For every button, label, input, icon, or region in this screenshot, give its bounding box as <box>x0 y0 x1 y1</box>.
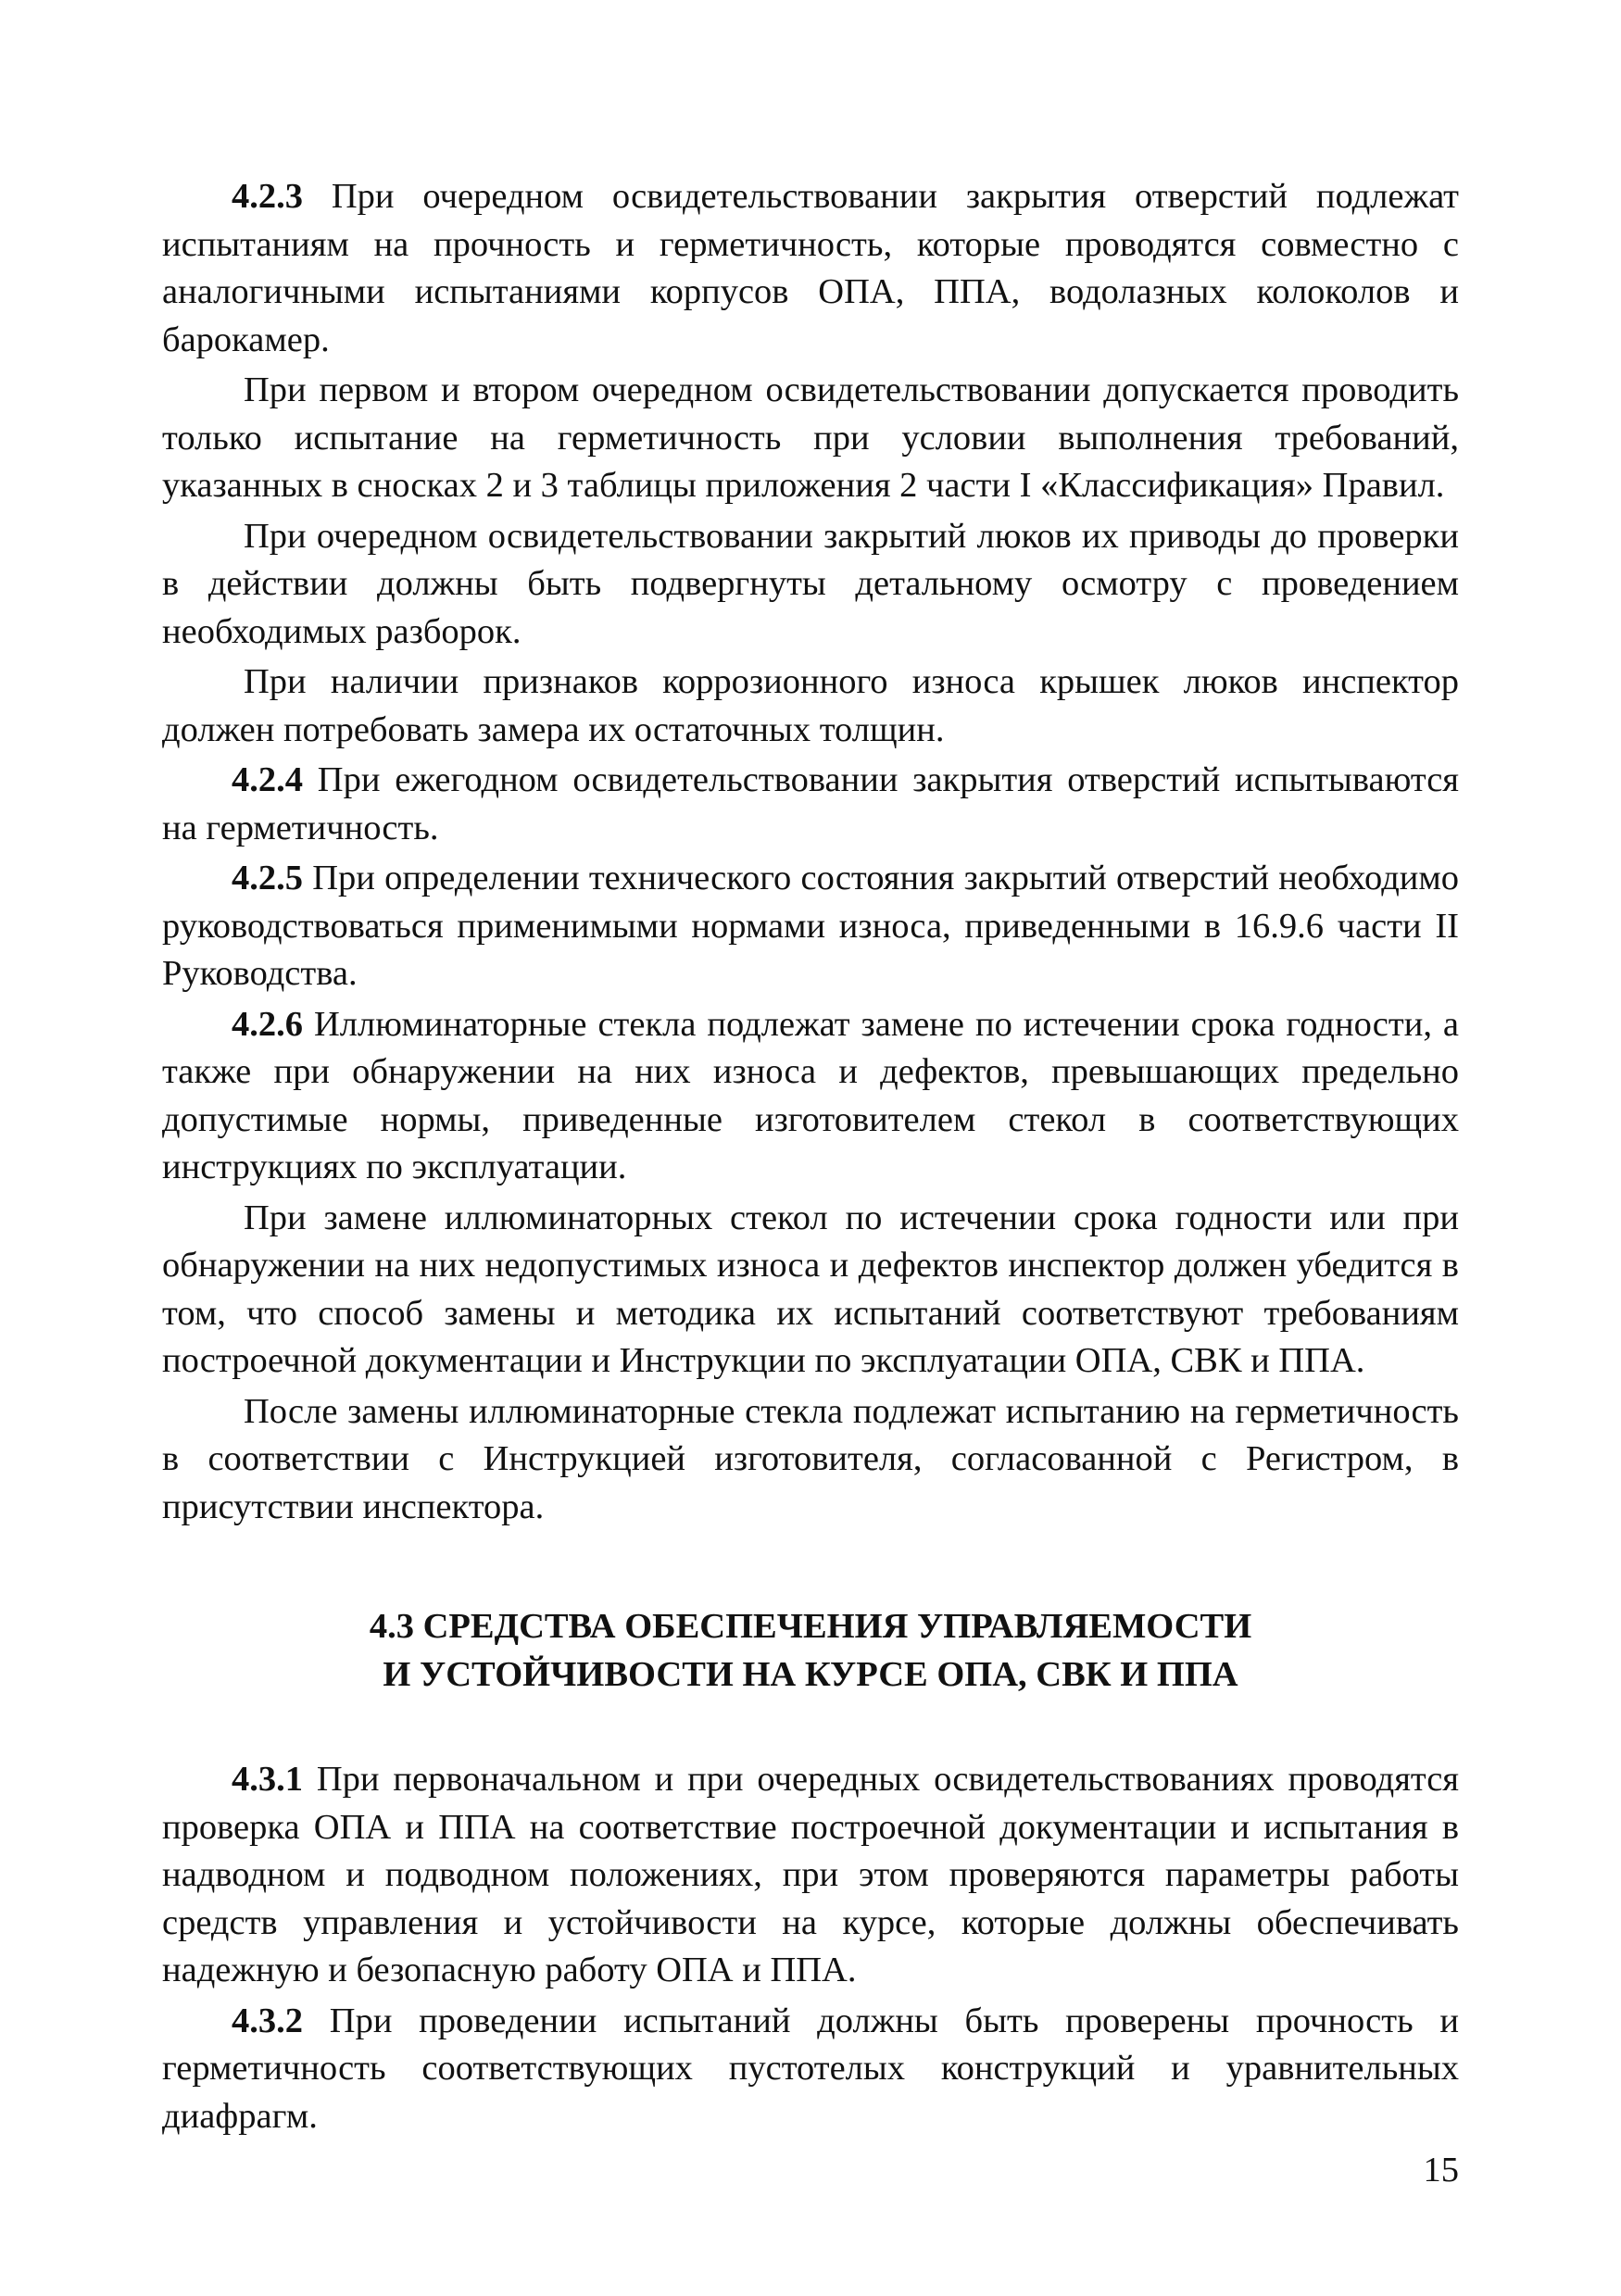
page-number: 15 <box>1423 2151 1459 2189</box>
paragraph-4-2-6-note-2 <box>162 1388 1459 1532</box>
section-heading-4-3 <box>162 1603 1459 1699</box>
clause-number: 4.2.6 <box>232 1004 303 1044</box>
paragraph-text: При первом и втором очередном освидетельствовании допускается проводить только испытание на герметичность при условии выполнения требований, указанных в сносках 2 и 3 таблицы приложения 2 части I «Классификация» Правил. <box>162 370 1459 505</box>
paragraph-text: При наличии признаков коррозионного износа крышек люков инспектор должен потребовать замера их остаточных толщин. <box>162 662 1459 749</box>
clause-number: 4.3.2 <box>232 2001 303 2040</box>
paragraph-text: При очередном освидетельствовании закрытия отверстий подлежат испытаниям на прочность и герметичность, которые проводятся совместно с аналогичными испытаниями корпусов ОПА, ППА, водолазных колоколов и барокамер. <box>162 177 1459 359</box>
clause-number: 4.3.1 <box>232 1760 303 1799</box>
paragraph-4-2-4 <box>162 757 1459 852</box>
paragraph-text: При очередном освидетельствовании закрытий люков их приводы до проверки в действии должны быть подвергнуты детальному осмотру с проведением необходимых разборок. <box>162 516 1459 651</box>
clause-number: 4.2.5 <box>232 859 303 897</box>
paragraph-text: При ежегодном освидетельствовании закрытия отверстий испытываются на герметичность. <box>162 760 1459 847</box>
paragraph-text: После замены иллюминаторные стекла подлежат испытанию на герметичность в соответствии с Инструкцией изготовителя, согласованной с Регистром, в присутствии инспектора. <box>162 1391 1459 1526</box>
section-heading-line-2: И УСТОЙЧИВОСТИ НА КУРСЕ ОПА, СВК И ППА <box>383 1654 1238 1694</box>
paragraph-text: При проведении испытаний должны быть проверены прочность и герметичность соответствующих пустотелых конструкций и уравнительных диафрагм. <box>162 2001 1459 2136</box>
section-heading-line-1: 4.3 СРЕДСТВА ОБЕСПЕЧЕНИЯ УПРАВЛЯЕМОСТИ <box>369 1607 1252 1646</box>
clause-number: 4.2.4 <box>232 760 303 799</box>
paragraph-4-2-3-note-1 <box>162 367 1459 510</box>
paragraph-4-3-2 <box>162 1998 1459 2141</box>
paragraph-4-2-3-note-2 <box>162 513 1459 657</box>
paragraph-text: При замене иллюминаторных стекол по истечении срока годности или при обнаружении на них недопустимых износа и дефектов инспектор должен убедится в том, что способ замены и методика их испытаний соответствуют требованиям построечной документации и Инструкции по эксплуатации ОПА, СВК и ППА. <box>162 1198 1459 1380</box>
paragraph-text: Иллюминаторные стекла подлежат замене по истечении срока годности, а также при обнаружении на них износа и дефектов, превышающих предельно допустимые нормы, приведенные изготовителем стекол в соответствующих инструкциях по эксплуатации. <box>162 1004 1459 1186</box>
paragraph-4-2-3-note-3 <box>162 659 1459 754</box>
page-body <box>162 173 1459 2140</box>
paragraph-4-2-3 <box>162 173 1459 364</box>
paragraph-4-3-1 <box>162 1756 1459 1995</box>
paragraph-text: При первоначальном и при очередных освидетельствованиях проводятся проверка ОПА и ППА на соответствие построечной документации и испытания в надводном и подводном положениях, при этом проверяются параметры работы средств управления и устойчивости на курсе, которые должны обеспечивать надежную и безопасную работу ОПА и ППА. <box>162 1760 1459 1989</box>
paragraph-text: При определении технического состояния закрытий отверстий необходимо руководствоваться применимыми нормами износа, приведенными в 16.9.6 части II Руководства. <box>162 859 1459 993</box>
clause-number: 4.2.3 <box>232 177 303 216</box>
paragraph-4-2-5 <box>162 855 1459 998</box>
paragraph-4-2-6 <box>162 1001 1459 1192</box>
paragraph-4-2-6-note-1 <box>162 1195 1459 1386</box>
